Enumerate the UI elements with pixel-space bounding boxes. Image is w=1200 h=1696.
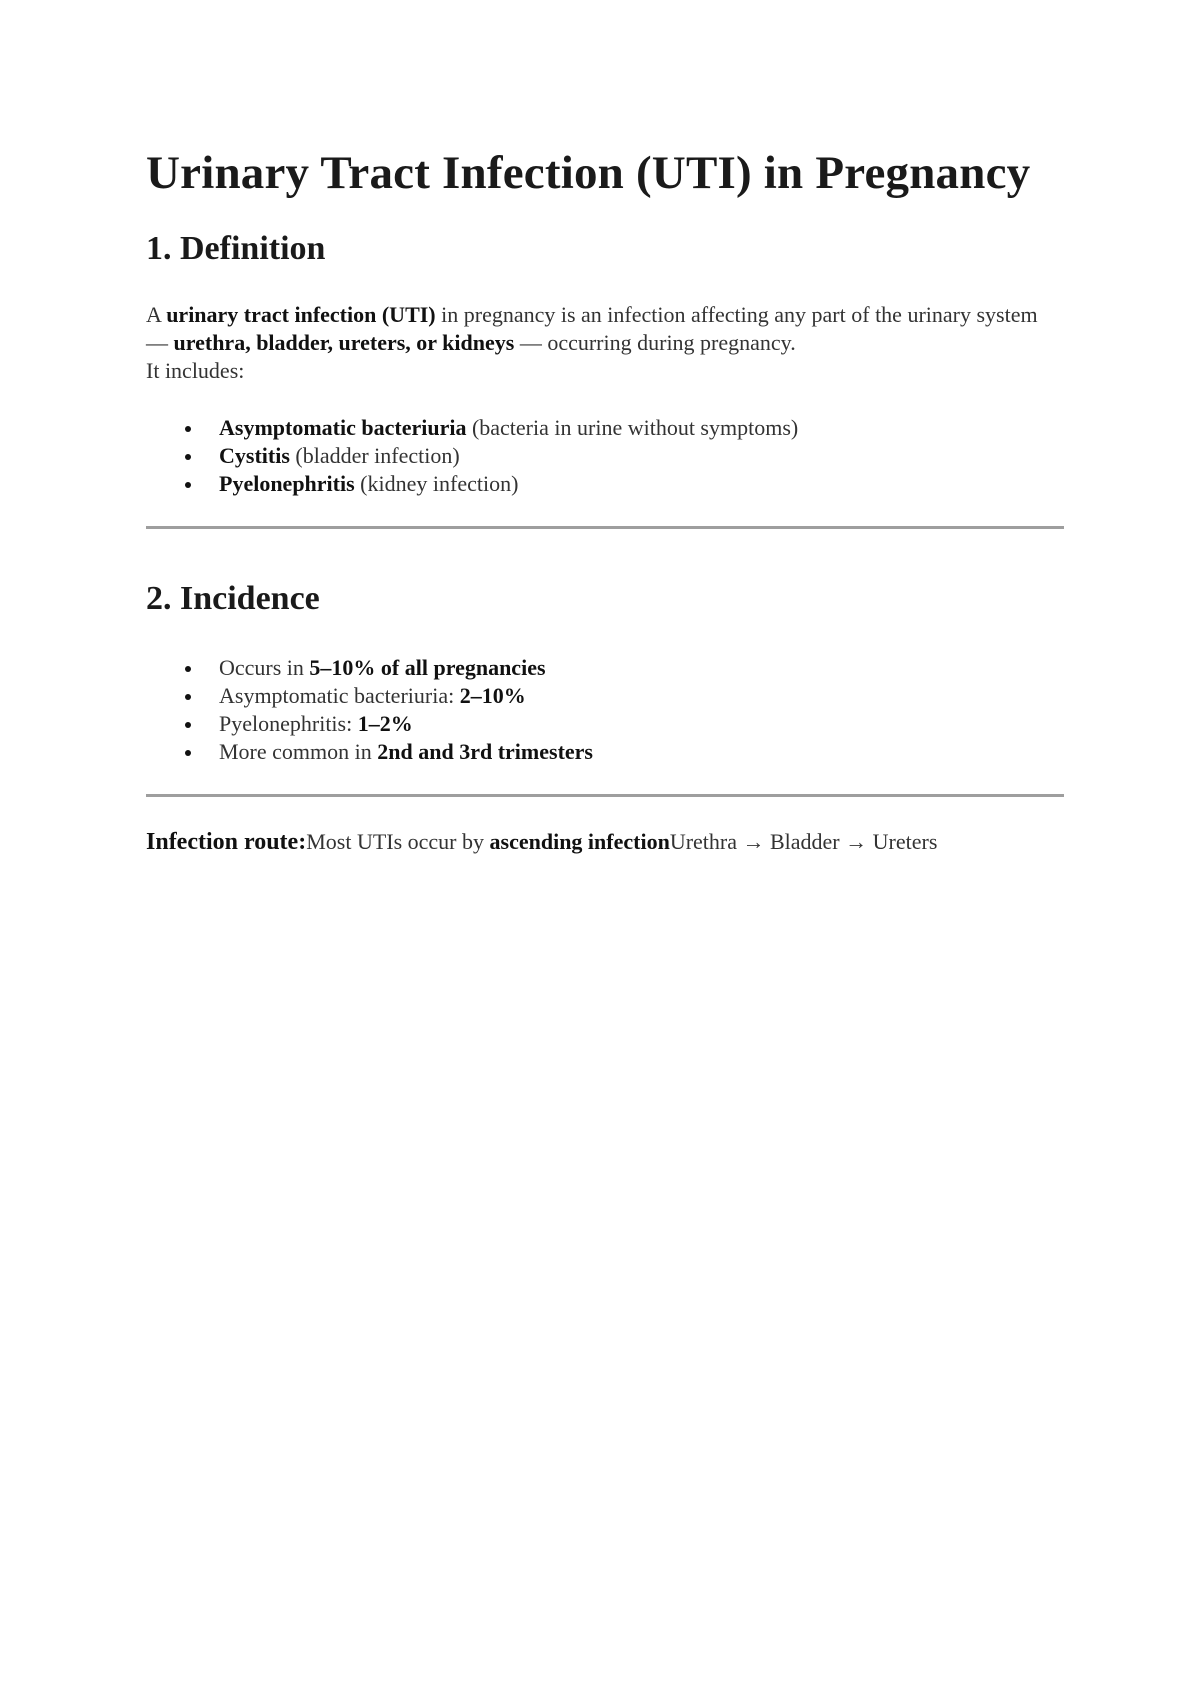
list-item [146,682,593,710]
list-item-desc: (bladder infection) [289,443,460,468]
definition-text-2: in pregnancy is an infection affecting any part of the urinary system — [146,302,1038,355]
list-item-term: Cystitis [219,443,290,468]
infection-route-text: Most UTIs occur by [306,829,490,854]
list-item [146,710,593,738]
definition-text-1: A [146,302,167,327]
list-item-text: Occurs in [219,655,310,680]
list-item [146,738,593,766]
incidence-list [146,654,593,766]
infection-route-label: Infection route: [146,829,307,855]
definition-bold-organs: urethra, bladder, ureters, or kidneys [173,330,515,355]
definition-includes: It includes: [146,358,245,383]
divider [146,794,1064,797]
definition-text-3: — occurring during pregnancy. [514,330,796,355]
infection-route-bold: ascending infection [489,829,670,854]
list-item-value: 5–10% of all pregnancies [309,655,546,680]
definition-heading: 1. Definition [146,230,326,267]
infection-route [146,828,937,856]
list-item-desc: (kidney infection) [354,471,519,496]
list-item-term: Asymptomatic bacteriuria [219,415,467,440]
definition-paragraph [146,301,1064,385]
list-item [146,442,798,470]
list-item-text: More common in [219,739,378,764]
page-title: Urinary Tract Infection (UTI) in Pregnancy [146,147,1031,199]
infection-route-path: Urethra → Bladder → Ureters [669,829,938,854]
list-item-term: Pyelonephritis [219,471,355,496]
definition-bold-uti: urinary tract infection (UTI) [166,302,436,327]
list-item [146,470,798,498]
list-item-value: 2–10% [459,683,526,708]
list-item-text: Asymptomatic bacteriuria: [219,683,460,708]
list-item-desc: (bacteria in urine without symptoms) [466,415,799,440]
divider [146,526,1064,529]
list-item-text: Pyelonephritis: [219,711,358,736]
list-item [146,414,798,442]
list-item [146,654,593,682]
definition-list [146,414,798,498]
list-item-value: 1–2% [357,711,413,736]
list-item-value: 2nd and 3rd trimesters [377,739,593,764]
incidence-heading: 2. Incidence [146,580,320,617]
